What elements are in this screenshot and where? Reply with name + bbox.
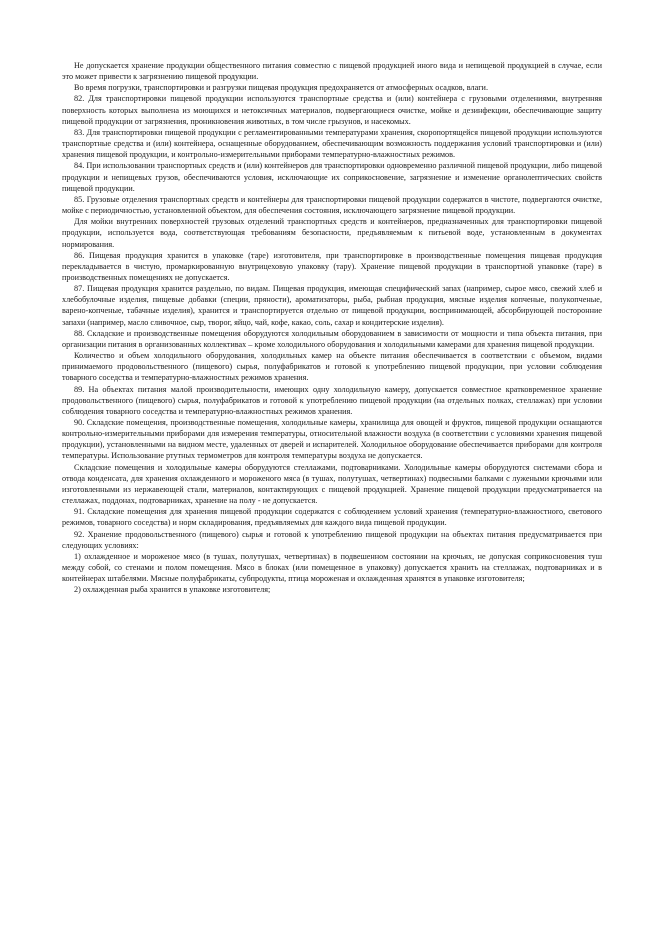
paragraph: 83. Для транспортировки пищевой продукции с регламентированными температурами хранения, скоропортящейся пищевой продукции используются транспортные средства и (или) контейнера, оснащенные оборудованием, обеспечивающим возможность поддержания условий транспортировки и (или) хранения пищевой продукции, и контрольно-измерительными приборами температурно-влажностных режимов.	[62, 127, 602, 160]
paragraph: 86. Пищевая продукция хранится в упаковке (таре) изготовителя, при транспортировке в производственные помещения пищевая продукция перекладывается в чистую, промаркированную внутрицеховую упаковку (тару). Хранение пищевой продукции в транспортной упаковке (таре) в производственных помещениях не допускается.	[62, 250, 602, 282]
paragraph: 85. Грузовые отделения транспортных средств и контейнеры для транспортировки пищевой продукции содержатся в чистоте, подвергаются очистке, мойке с периодичностью, установленной объектом, для обеспечения состояния, исключающего загрязнение пищевой продукции.	[62, 194, 602, 216]
paragraph: 1) охлажденное и мороженое мясо (в тушах, полутушах, четвертинах) в подвешенном состоянии на крючьях, не допуская соприкосновения туш между собой, со стенами и полом помещения. Мясо в блоках (или помещенное в упаковку) допускается хранить на стеллажах, подтоварниках и в контейнерах штабелями. Мясные полуфабрикаты, субпродукты, птица мороженая и охлажденная хранятся в упаковке изготовителя;	[62, 551, 602, 584]
paragraph: 87. Пищевая продукция хранится раздельно, по видам. Пищевая продукция, имеющая специфический запах (например, сырое мясо, свежий хлеб и хлебобулочные изделия, пищевые добавки (специи, пряности), ароматизаторы, рыба, рыбная продукция, мясные изделия копченые, полукопченые, варено-копченые, табачные изделия), хранится и транспортируется отдельно от пищевой продукции, воспринимающей, абсорбирующей посторонние запахи (например, масло сливочное, сыр, творог, яйцо, чай, кофе, какао, соль, сахар и кондитерские изделия).	[62, 284, 602, 327]
paragraph: 84. При использовании транспортных средств и (или) контейнеров для транспортировки одновременно различной пищевой продукции, либо пищевой продукции и непищевых грузов, обеспечиваются условия, исключающие их соприкосновение, загрязнение и изменение органолептических свойств пищевой продукции.	[62, 161, 602, 193]
paragraph: 90. Складские помещения, производственные помещения, холодильные камеры, хранилища для овощей и фруктов, пищевой продукции оснащаются контрольно-измерительными приборами для измерения температуры, относительной влажности воздуха (в соответствии с условиями хранения пищевой продукции), установленными на видном месте, удаленных от дверей и испарителей. Холодильное оборудование обеспечивается приборами для контроля температуры. Использование ртутных термометров для контроля температуры воздуха не допускается.	[62, 418, 602, 461]
paragraph: 88. Складские и производственные помещения оборудуются холодильным оборудованием в зависимости от мощности и типа объекта питания, при организации питания в организованных коллективах – кроме холодильного оборудования и холодильными камерами для хранения пищевой продукции.	[62, 328, 602, 349]
paragraph: Не допускается хранение продукции общественного питания совместно с пищевой продукцией иного вида и непищевой продукцией в случае, если это может привести к загрязнению пищевой продукции.	[62, 61, 602, 82]
paragraph: 91. Складские помещения для хранения пищевой продукции содержатся с соблюдением условий хранения (температурно-влажностного, светового режимов, товарного соседства) и норм складирования, предъявляемых для каждого вида пищевой продукции.	[62, 507, 602, 528]
paragraph: Во время погрузки, транспортировки и разгрузки пищевая продукция предохраняется от атмосферных осадков, влаги.	[74, 83, 488, 93]
paragraph: Количество и объем холодильного оборудования, холодильных камер на объекте питания обеспечивается в соответствии с объемом, видами принимаемого продовольственного (пищевого) сырья, полуфабрикатов и готовой к употреблению пищевой продукции, при условии соблюдения товарного соседства и температурно-влажностных режимов хранения.	[62, 351, 602, 383]
paragraph: 2) охлажденная рыба хранится в упаковке изготовителя;	[74, 585, 271, 595]
paragraph: Для мойки внутренних поверхностей грузовых отделений транспортных средств и контейнеров, предназначенных для транспортировки пищевой продукции, используется вода, соответствующая требованиям безопасности, предъявляемым к питьевой воде, установленным в документах нормирования.	[62, 217, 602, 249]
paragraph: 89. На объектах питания малой производительности, имеющих одну холодильную камеру, допускается совместное кратковременное хранение продовольственного (пищевого) сырья, полуфабрикатов и готовой к употреблению пищевой продукции (на отдельных полках, стеллажах) при условии соблюдения товарного соседства и температурно-влажностных режимов хранения.	[62, 384, 602, 416]
paragraph: Складские помещения и холодильные камеры оборудуются стеллажами, подтоварниками. Холодильные камеры оборудуются системами сбора и отвода конденсата, для хранения охлажденного и мороженого мяса (в тушах, полутушах, четвертинах) подвесными балками с лужеными крючьями или изготовленными из нержавеющей стали, материалов, контактирующих с пищевой продукцией. Хранение пищевой продукции предусматривается на стеллажах, поддонах, подтоварниках, хранение на полу - не допускается.	[62, 462, 602, 506]
paragraph: 92. Хранение продовольственного (пищевого) сырья и готовой к употреблению пищевой продукции на объектах питания предусматривается при следующих условиях:	[62, 529, 602, 550]
paragraph: 82. Для транспортировки пищевой продукции используются транспортные средства и (или) контейнера с грузовыми отделениями, внутренняя поверхность которых выполнена из моющихся и нетоксичных материалов, подвергающиеся очистке, мойке и дезинфекции, обеспечивающие защиту пищевой продукции от загрязнения, проникновения животных, в том числе грызунов, и насекомых.	[62, 94, 602, 126]
